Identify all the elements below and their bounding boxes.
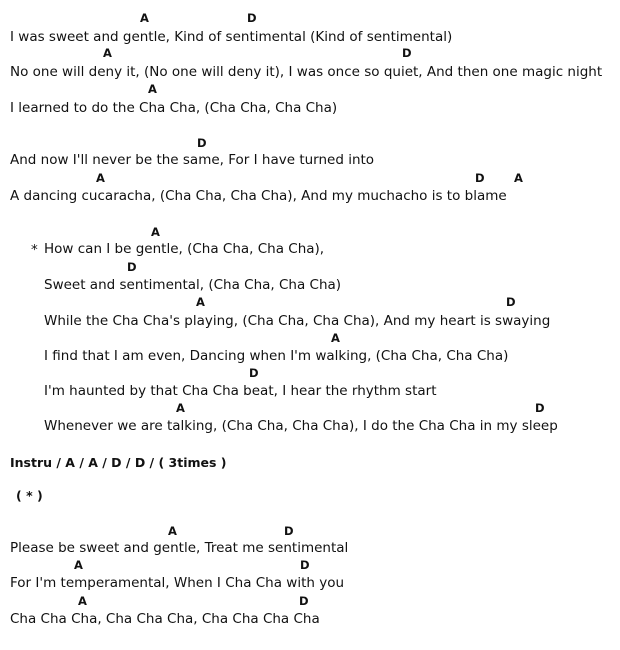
chord-a: A (196, 295, 205, 309)
instrumental-line: Instru / A / A / D / D / ( 3times ) (10, 455, 227, 470)
repeat-marker: ( * ) (16, 488, 43, 503)
lyric-line: And now I'll never be the same, For I have turned into (10, 152, 375, 168)
lyric-line: Please be sweet and gentle, Treat me sentimental (10, 540, 349, 556)
lyric-line: I learned to do the Cha Cha, (Cha Cha, Cha Cha) (10, 100, 338, 116)
lyric-line: Cha Cha Cha, Cha Cha Cha, Cha Cha Cha Cha (10, 611, 320, 627)
chord-d: D (402, 46, 412, 60)
chord-d: D (475, 171, 485, 185)
lyric-line: I'm haunted by that Cha Cha beat, I hear the rhythm start (44, 383, 437, 399)
chord-d: D (506, 295, 516, 309)
chord-d: D (249, 366, 259, 380)
lyric-line: No one will deny it, (No one will deny it), I was once so quiet, And then one magic night (10, 64, 603, 80)
chord-d: D (247, 11, 257, 25)
chord-d: D (127, 260, 137, 274)
chord-d: D (197, 136, 207, 150)
lyric-line: I was sweet and gentle, Kind of sentimental (Kind of sentimental) (10, 29, 453, 45)
chord-a: A (151, 225, 160, 239)
chord-a: A (140, 11, 149, 25)
lyric-line: Whenever we are talking, (Cha Cha, Cha Cha), I do the Cha Cha in my sleep (44, 418, 558, 434)
lyric-line: Sweet and sentimental, (Cha Cha, Cha Cha) (44, 277, 342, 293)
chord-a: A (176, 401, 185, 415)
lyric-line: For I'm temperamental, When I Cha Cha with you (10, 575, 345, 591)
lyric-line: I find that I am even, Dancing when I'm walking, (Cha Cha, Cha Cha) (44, 348, 509, 364)
chord-d: D (535, 401, 545, 415)
chord-d: D (284, 524, 294, 538)
chord-d: D (300, 558, 310, 572)
lyric-line: While the Cha Cha's playing, (Cha Cha, Cha Cha), And my heart is swaying (44, 313, 551, 329)
chord-d: D (299, 594, 309, 608)
chord-a: A (103, 46, 112, 60)
lyric-line: A dancing cucaracha, (Cha Cha, Cha Cha), And my muchacho is to blame (10, 188, 507, 204)
chord-a: A (168, 524, 177, 538)
lyric-line: How can I be gentle, (Cha Cha, Cha Cha), (44, 241, 325, 257)
chord-a: A (331, 331, 340, 345)
chord-a: A (78, 594, 87, 608)
chord-a: A (74, 558, 83, 572)
chorus-marker: * (31, 242, 38, 258)
chord-a: A (96, 171, 105, 185)
chord-a: A (148, 82, 157, 96)
chord-a: A (514, 171, 523, 185)
